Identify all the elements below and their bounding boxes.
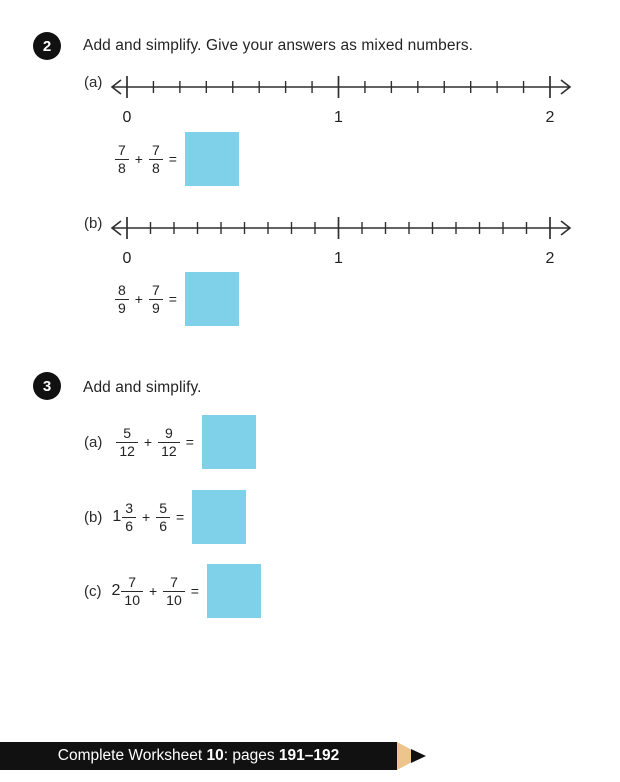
banner-text: Complete Worksheet [57, 747, 207, 764]
question-2-badge: 2 [33, 32, 61, 60]
pencil-tip-icon [411, 749, 426, 763]
expression-3c [84, 564, 261, 618]
plus-sign: + [134, 151, 143, 167]
fraction: $\frac{5}{12}$ [116, 426, 138, 458]
expression-2b [112, 272, 239, 326]
number-line-ninths [106, 211, 576, 267]
svg-text:2: 2 [545, 109, 555, 126]
plus-sign: + [134, 291, 143, 307]
answer-box[interactable] [192, 490, 246, 544]
fraction: $\frac{5}{6}$ [156, 501, 170, 533]
expression-2a [112, 132, 239, 186]
equals-sign: = [168, 291, 177, 307]
equals-sign: = [185, 434, 194, 450]
equals-sign: = [176, 509, 185, 525]
equals-sign: = [190, 583, 199, 599]
banner-page-range: 191–192 [278, 747, 340, 764]
banner-worksheet-number: 10 [206, 747, 224, 764]
part-label-3c: (c) [84, 582, 102, 600]
part-label-2a: (a) [84, 74, 103, 91]
svg-text:2: 2 [545, 250, 555, 267]
answer-box[interactable] [202, 415, 256, 469]
question-3-badge: 3 [33, 372, 61, 400]
plus-sign: + [148, 583, 158, 599]
svg-text:0: 0 [122, 109, 132, 126]
banner-text: : pages [223, 747, 279, 764]
fraction: $\frac{9}{12}$ [158, 426, 180, 458]
fraction: $\frac{8}{9}$ [115, 283, 129, 315]
plus-sign: + [142, 509, 151, 525]
worksheet-banner [0, 742, 397, 770]
fraction: $\frac{7}{10}$ [121, 575, 143, 607]
fraction: $\frac{3}{6}$ [122, 501, 136, 533]
answer-box[interactable] [185, 132, 239, 186]
question-3-prompt: Add and simplify. [83, 379, 202, 396]
answer-box[interactable] [207, 564, 261, 618]
fraction: $\frac{7}{8}$ [115, 143, 129, 175]
expression-3b [84, 490, 246, 544]
answer-box[interactable] [185, 272, 239, 326]
part-label-3b: (b) [84, 508, 103, 526]
fraction: $\frac{7}{9}$ [149, 283, 163, 315]
plus-sign: + [143, 434, 153, 450]
fraction: $\frac{7}{8}$ [149, 143, 163, 175]
svg-text:0: 0 [122, 250, 132, 267]
whole-number: 1 [112, 508, 122, 525]
part-label-2b: (b) [84, 215, 103, 232]
part-label-3a: (a) [84, 433, 103, 451]
question-2-prompt: Add and simplify. Give your answers as mixed numbers. [83, 37, 474, 54]
fraction: $\frac{7}{10}$ [163, 575, 185, 607]
equals-sign: = [168, 151, 177, 167]
svg-text:1: 1 [334, 109, 343, 126]
whole-number: 2 [111, 582, 121, 599]
svg-text:1: 1 [334, 250, 343, 267]
number-line-eighths [106, 70, 576, 126]
expression-3a [84, 415, 256, 469]
